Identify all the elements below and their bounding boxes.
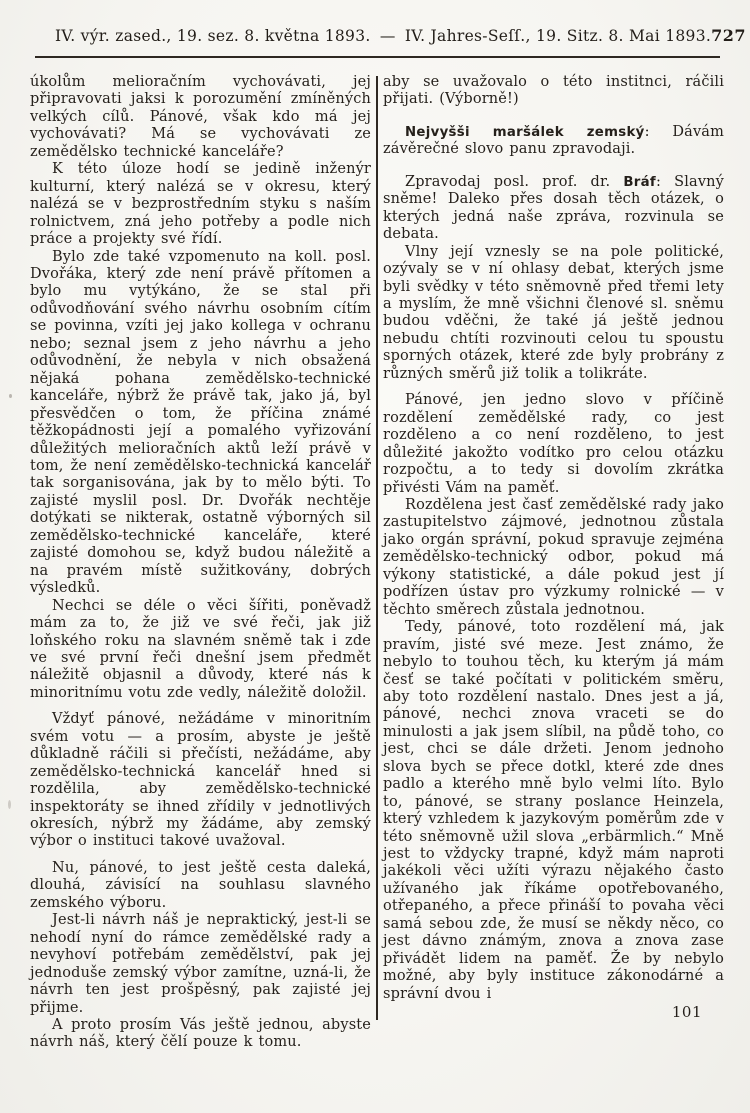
page-header [35, 26, 746, 45]
right-column-paragraphs [383, 74, 724, 1003]
speaker-name: Bráf [623, 174, 657, 190]
paragraph [30, 74, 371, 161]
text-segment: K této úloze hodí se jedině inženýr kulturní, který nalézá se v okresu, který nalézá se v bezprostředním styku s naším rolnictvem, zná jeho potřeby a podle nich práce a projekty své řídí. [30, 161, 371, 248]
running-head [35, 27, 711, 45]
paragraph [383, 74, 724, 109]
paragraph [383, 244, 724, 384]
speaker-name: Nejvyšši maršálek zemský [405, 124, 645, 140]
text-segment: A proto prosím Vás ještě jednou, abyste návrh náš, který čělí pouze k tomu. [30, 1017, 371, 1051]
running-head-czech: IV. výr. zased., 19. sez. 8. května 1893. [55, 27, 371, 45]
left-column [30, 74, 371, 1052]
paragraph [383, 619, 724, 1003]
paragraph [383, 392, 724, 497]
text-segment: úkolům melioračním vychovávati, jej připravovati jaksi k porozumění zmíněných velkých cílů. Pánové, však kdo má jej vychovávati? Má se vychovávati ze zemědělsko technické kanceláře? [30, 74, 371, 160]
text-segment: Vlny její vznesly se na pole politické, ozývaly se v ní ohlasy debat, kterých jsme byli svědky v této sněmovně před třemi lety a myslím, že mně všichni členové sl. sněmu budou vděčni, že také já ještě jednou nebudu chtíti rozvinouti celou tu spoustu sporných otázek, které zde byly probrány z různých směrů již tolik a tolikráte. [383, 243, 724, 382]
paragraph [30, 711, 371, 851]
text-segment: Nechci se déle o věci šířiti, poněvadž mám za to, že již ve své řeči, jak již loňského roku na slavném sněmě tak i zde ve své první řeči dnešní jsem předmět náležitě objasnil a důvody, které nás k minoritnímu votu zde vedly, náležitě doložil. [30, 597, 371, 701]
text-segment: Rozdělena jest časť zemědělské rady jako zastupitelstvo zájmové, jednotnou zůstala jako orgán správní, pokud spravuje zejména zemědělsko-technický odbor, pokud má výkony statistické, a dále pokud jest jí podřízen ústav pro výzkumy rolnické — v těchto směrech zůstala jednotnou. [383, 496, 724, 618]
ink-speck [8, 800, 11, 809]
paragraph [30, 161, 371, 248]
text-segment: aby se uvažovalo o této institnci, ráčili přijati. (Výborně!) [383, 74, 724, 108]
text-segment: : Slavný sněme! Daleko přes dosah těch otázek, o kterých jedná naše zpráva, rozvinula se debata. [383, 173, 724, 243]
paragraph [383, 124, 724, 159]
text-segment: Jest-li návrh náš je nepraktický, jest-li se nehodí nyní do rámce zemědělské rady a nevyhoví potřebám zemědělství, pak jej jednoduše zemský výbor zamítne, uzná-li, že návrh ten jest prošpěsný, pak zajisté jej přijme. [30, 912, 371, 1016]
paragraph [30, 912, 371, 1017]
text-segment: Zpravodaj posl. prof. dr. [405, 173, 624, 190]
text-segment: Pánové, jen jedno slovo v příčině rozdělení zemědělské rady, co jest rozděleno a co není rozděleno, to jest důležité jakožto vodítko pro celou otázku rozpočtu, a to tedy si dovolím zkrátka přivésti Vám na paměť. [383, 392, 724, 496]
running-head-german: IV. Jahres-Seſſ., 19. Sitz. 8. Mai 1893. [404, 27, 712, 45]
paragraph [383, 174, 724, 244]
text-segment: : Dávám závěrečné slovo panu zpravodaji. [383, 123, 725, 158]
text-segment: Tedy, pánové, toto rozdělení má, jak pravím, jisté své meze. Jest známo, že nebylo to touhou těch, ku kterým já mám česť se také počítati v politickém směru, aby toto rozdělení nastalo. Dnes jest a já, pánové, nechci znova vraceti se do minulosti a jak jsem slíbil, na půdě toho, co jest, chci se dále držeti. Jenom jednoho slova bych se přece dotkl, které zde dnes padlo a kterého mně bylo velmi líto. Bylo to, pánové, se strany poslance Heinzela, který vzhledem k jazykovým poměrům zde v této sněmovně užil slova „erbärmlich.“ Mně jest to vždycky trapné, když mám naproti jakékoli věci užíti výrazu nějakého často užívaného jak říkáme opotřebovaného, otřepaného, a přece přináší to povaha věci samá sebou zde, že musí se někdy něco, co jest dávno známým, znova a znova zase přivádět lidem na paměť. Že by nebylo možné, aby byly instituce zákonodárné a správní dvou i [383, 619, 724, 1002]
paragraph [30, 249, 371, 598]
column-divider [376, 76, 378, 1020]
text-segment: Vždyť pánové, nežádáme v minoritním svém votu — a prosím, abyste je ještě důkladně ráčili si přečísti, nežádáme, aby zemědělsko-technická kancelář hned si rozdělila, aby zemědělsko-technické inspektoráty se ihned zřídily v jednotlivých okresích, nýbrž my žádáme, aby zemský výbor o instituci takové uvažoval. [30, 711, 371, 850]
text-columns [30, 74, 724, 1052]
right-column [383, 74, 724, 1052]
paragraph [30, 598, 371, 703]
running-head-separator: — [379, 27, 396, 45]
left-column-paragraphs [30, 74, 371, 1052]
header-rule [35, 56, 720, 58]
ink-speck [9, 394, 12, 398]
page-number: 727 [711, 26, 746, 45]
text-segment: Bylo zde také vzpomenuto na koll. posl. Dvořáka, který zde není právě přítomen a bylo mu vytýkáno, že se stal při odůvodňování svého návrhu osobním cítím se povinna, vzíti jej jako kollega v ochranu nebo; seznal jsem z jeho návrhu a jeho odůvodnění, že nebyla v nich obsažená nějaká pohana zemědělsko-technické kanceláře, nýbrž že právě tak, jako já, byl přesvědčen o tom, že příčina známé těžkopádnosti její a pomalého vyřizování důležitých melioračních aktů leží právě v tom, že není zemědělsko-technická kancelář tak sorganisována, jak by to mělo býti. To zajisté myslil posl. Dr. Dvořák nechtěje dotýkati se nikterak, ostatně výborných sil zemědělsko-technické kanceláře, které zajisté domohou se, když budou náležitě a na pravém místě sužitkovány, dobrých výsledků. [30, 248, 371, 597]
paragraph [30, 860, 371, 912]
paragraph [383, 497, 724, 619]
text-segment: Nu, pánové, to jest ještě cesta daleká, dlouhá, závisící na souhlasu slavného zemského výboru. [30, 859, 371, 911]
sheet-signature-number: 101 [671, 1003, 702, 1022]
paragraph [30, 1017, 371, 1052]
